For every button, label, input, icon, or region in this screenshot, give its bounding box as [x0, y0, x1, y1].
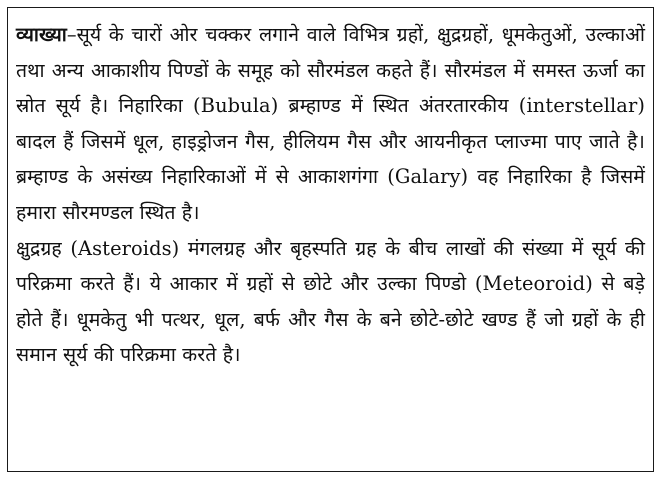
- paragraph-explanation: [16, 17, 645, 231]
- text-box: [7, 7, 654, 472]
- paragraph-asteroids: [16, 231, 645, 373]
- explanation-heading: व्याख्या: [16, 23, 67, 46]
- asteroids-body: क्षुद्रग्रह (Asteroids) मंगलग्रह और बृहस्पति ग्रह के बीच लाखों की संख्या में सूर्य की परिक्रमा करते हैं। ये आकार में ग्रहों से छोटे और उल्का पिण्डो (Meteoroid) से बड़े होते हैं। धूमकेतु भी पत्थर, धूल, बर्फ और गैस के बने छोटे-छोटे खण्ड हैं जो ग्रहों के ही समान सूर्य की परिक्रमा करते है।: [16, 236, 645, 367]
- explanation-body: –सूर्य के चारों ओर चक्कर लगाने वाले विभित्र ग्रहों, क्षुद्रग्रहों, धूमकेतुओं, उल्काओं तथा अन्य आकाशीय पिण्डों के समूह को सौरमंडल कहते हैं। सौरमंडल में समस्त ऊर्जा का स्रोत सूर्य है। निहारिका (Bubula) ब्रम्हाण्ड में स्थित अंतरतारकीय (interstellar) बादल हैं जिसमें धूल, हाइड्रोजन गैस, हीलियम गैस और आयनीकृत प्लाज्मा पाए जाते है। ब्रम्हाण्ड के असंख्य निहारिकाओं में से आकाशगंगा (Galary) वह निहारिका है जिसमें हमारा सौरमण्डल स्थित है।: [16, 23, 645, 224]
